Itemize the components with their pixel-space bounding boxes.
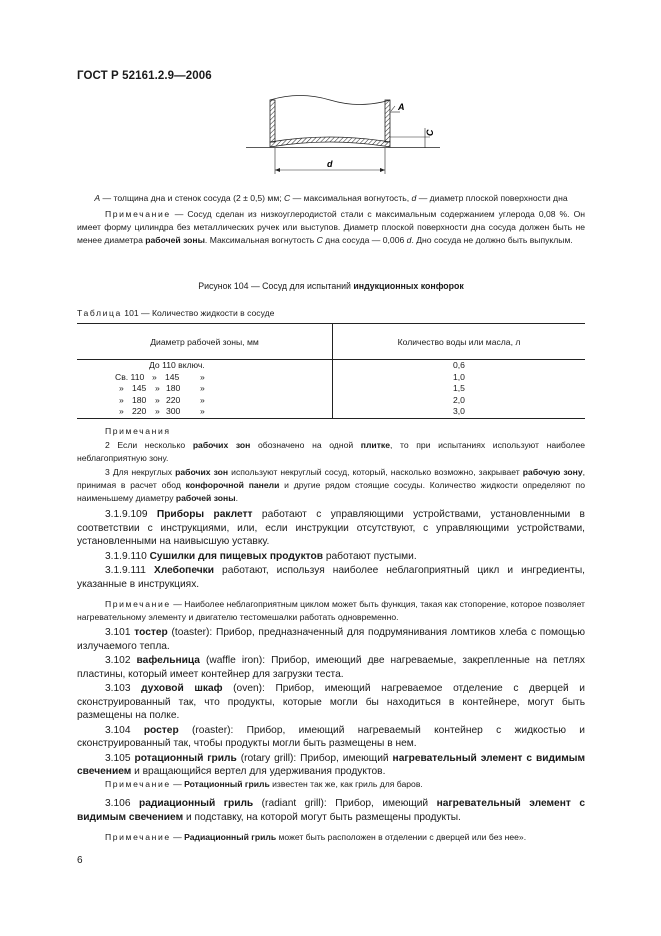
table-cell: 1,5 bbox=[453, 383, 465, 394]
note-3: 3 Для некруглых рабочих зон используют некруглый сосуд, который, насколько возможно, закрывает рабочую зону, принимая в расчет обод конфорочной панели и другие рядом стоящие сосуды. Количество жидкости определяют по наименьшему диаметру рабочей зоны. bbox=[77, 467, 585, 503]
definition-3-103: 3.103 духовой шкаф (oven): Прибор, имеющий нагреваемое отделение с дверцей и сконструированный так, что продукты, которые могли бы находиться в контейнере, могут быть размещены на полке. bbox=[77, 683, 585, 721]
diameter-column bbox=[77, 360, 333, 419]
note-label: Примечание bbox=[105, 779, 171, 789]
note-text: — Ротационный гриль известен так же, как гриль для баров. bbox=[170, 779, 423, 789]
col-header-diameter: Диаметр рабочей зоны, мм bbox=[77, 324, 333, 360]
clause-3-1-9-110: 3.1.9.110 Сушилки для пищевых продуктов работают пустыми. bbox=[105, 550, 417, 562]
note-text: — Сосуд сделан из низкоуглеродистой стали с максимальным содержанием углерода 0,08 %. Он имеет форму цилиндра без металлических ручек или выступов. Диаметр плоской поверхности дна сосуда должен быть не менее диаметра рабочей зоны. Максимальная вогнутость C дна сосуда — 0,006 d. Дно сосуда не должно быть выпуклым. bbox=[77, 209, 585, 245]
table-cell: 2,0 bbox=[453, 394, 465, 405]
figure-title: Рисунок 104 — Сосуд для испытаний индукционных конфорок bbox=[198, 281, 464, 291]
table-cell: 0,6 bbox=[453, 360, 465, 370]
table-label: Таблица bbox=[77, 308, 122, 318]
table-row: » 220 » 300 » bbox=[119, 406, 205, 417]
definition-3-104: 3.104 ростер (roaster): Прибор, имеющий нагреваемый контейнер с жидкостью и сконструированный так, чтобы продукты могли быть размещены в нем. bbox=[77, 724, 585, 749]
definition-3-105: 3.105 ротационный гриль (rotary grill): Прибор, имеющий нагревательный элемент с видимым свечением и вращающийся вертел для удерживания продуктов. bbox=[77, 752, 585, 777]
definition-3-101: 3.101 тостер (toaster): Прибор, предназначенный для подрумянивания ломтиков хлеба с помощью излучаемого тепла. bbox=[77, 627, 585, 652]
note-text: — Наиболее неблагоприятным циклом может быть функция, такая как стопорение, которое позволяет нагревательному элементу и двигателю тестомешалки работать одновременно. bbox=[77, 599, 585, 622]
label-d: d bbox=[327, 159, 333, 169]
definitions bbox=[77, 626, 585, 779]
table-row: До 110 включ. bbox=[149, 360, 205, 370]
vessel-left-wall bbox=[270, 100, 275, 142]
table-title bbox=[77, 308, 585, 318]
document-header: ГОСТ Р 52161.2.9—2006 bbox=[77, 70, 212, 82]
table-101 bbox=[77, 323, 585, 419]
clause-3-1-9-109: 3.1.9.109 Приборы раклетт работают с управляющими устройствами, установленными в соответствии с инструкциями, или, если инструкции отсутствуют, с управляющими устройствами, установленными на наивысшую уставку. bbox=[77, 509, 585, 547]
label-a: A bbox=[398, 102, 405, 112]
table-caption: 101 — Количество жидкости в сосуде bbox=[121, 308, 275, 318]
table-row: Св. 110 » 145 » bbox=[115, 371, 205, 382]
col-header-quantity: Количество воды или масла, л bbox=[333, 324, 586, 360]
table-notes bbox=[77, 425, 585, 505]
note-label: Примечание bbox=[105, 599, 171, 609]
label-c: C bbox=[425, 129, 435, 136]
note-radiant-grill bbox=[77, 831, 585, 844]
clauses-3-1-9 bbox=[77, 508, 585, 591]
note-2: 2 Если несколько рабочих зон обозначено на одной плитке, то при испытаниях используют наиболее неблагоприятную зону. bbox=[77, 440, 586, 463]
vessel-bottom bbox=[270, 137, 390, 147]
table-cell: 1,0 bbox=[453, 371, 465, 382]
definition-3-102: 3.102 вафельница (waffle iron): Прибор, имеющий две нагреваемые, закрепленные на петлях пластины, который имеет контейнер для загрузки теста. bbox=[77, 655, 585, 680]
notes-heading bbox=[77, 425, 585, 438]
note-label: Примечание bbox=[105, 209, 171, 219]
table-row: » 145 » 180 » bbox=[119, 383, 205, 394]
table-row: » 180 » 220 » bbox=[119, 394, 205, 405]
note-label: Примечание bbox=[105, 832, 171, 842]
note-text: — Радиационный гриль может быть расположен в отделении с дверцей или без нее». bbox=[170, 832, 527, 842]
vessel-top-edge bbox=[270, 96, 390, 105]
vessel-diagram bbox=[230, 92, 460, 178]
note-bread-maker bbox=[77, 598, 585, 624]
definition-3-106: 3.106 радиационный гриль (radiant grill): Прибор, имеющий нагревательный элемент с видимым свечением и подставку, на которой могут быть размещены продукты. bbox=[77, 798, 585, 823]
vessel-right-wall bbox=[385, 100, 390, 142]
notes-heading-text: Примечания bbox=[105, 426, 171, 436]
figure-legend: A — толщина дна и стенок сосуда (2 ± 0,5) мм; C — максимальная вогнутость, d — диаметр плоской поверхности дна bbox=[94, 193, 568, 203]
quantity-column bbox=[333, 360, 586, 419]
table-101-wrapper bbox=[77, 323, 585, 419]
page-number: 6 bbox=[77, 855, 83, 866]
note-vessel bbox=[77, 208, 585, 247]
table-cell: 3,0 bbox=[453, 406, 465, 417]
clause-3-1-9-111: 3.1.9.111 Хлебопечки работают, используя наиболее неблагоприятный цикл и ингредиенты, указанные в инструкциях. bbox=[77, 565, 585, 590]
note-rotary-grill bbox=[77, 778, 585, 791]
